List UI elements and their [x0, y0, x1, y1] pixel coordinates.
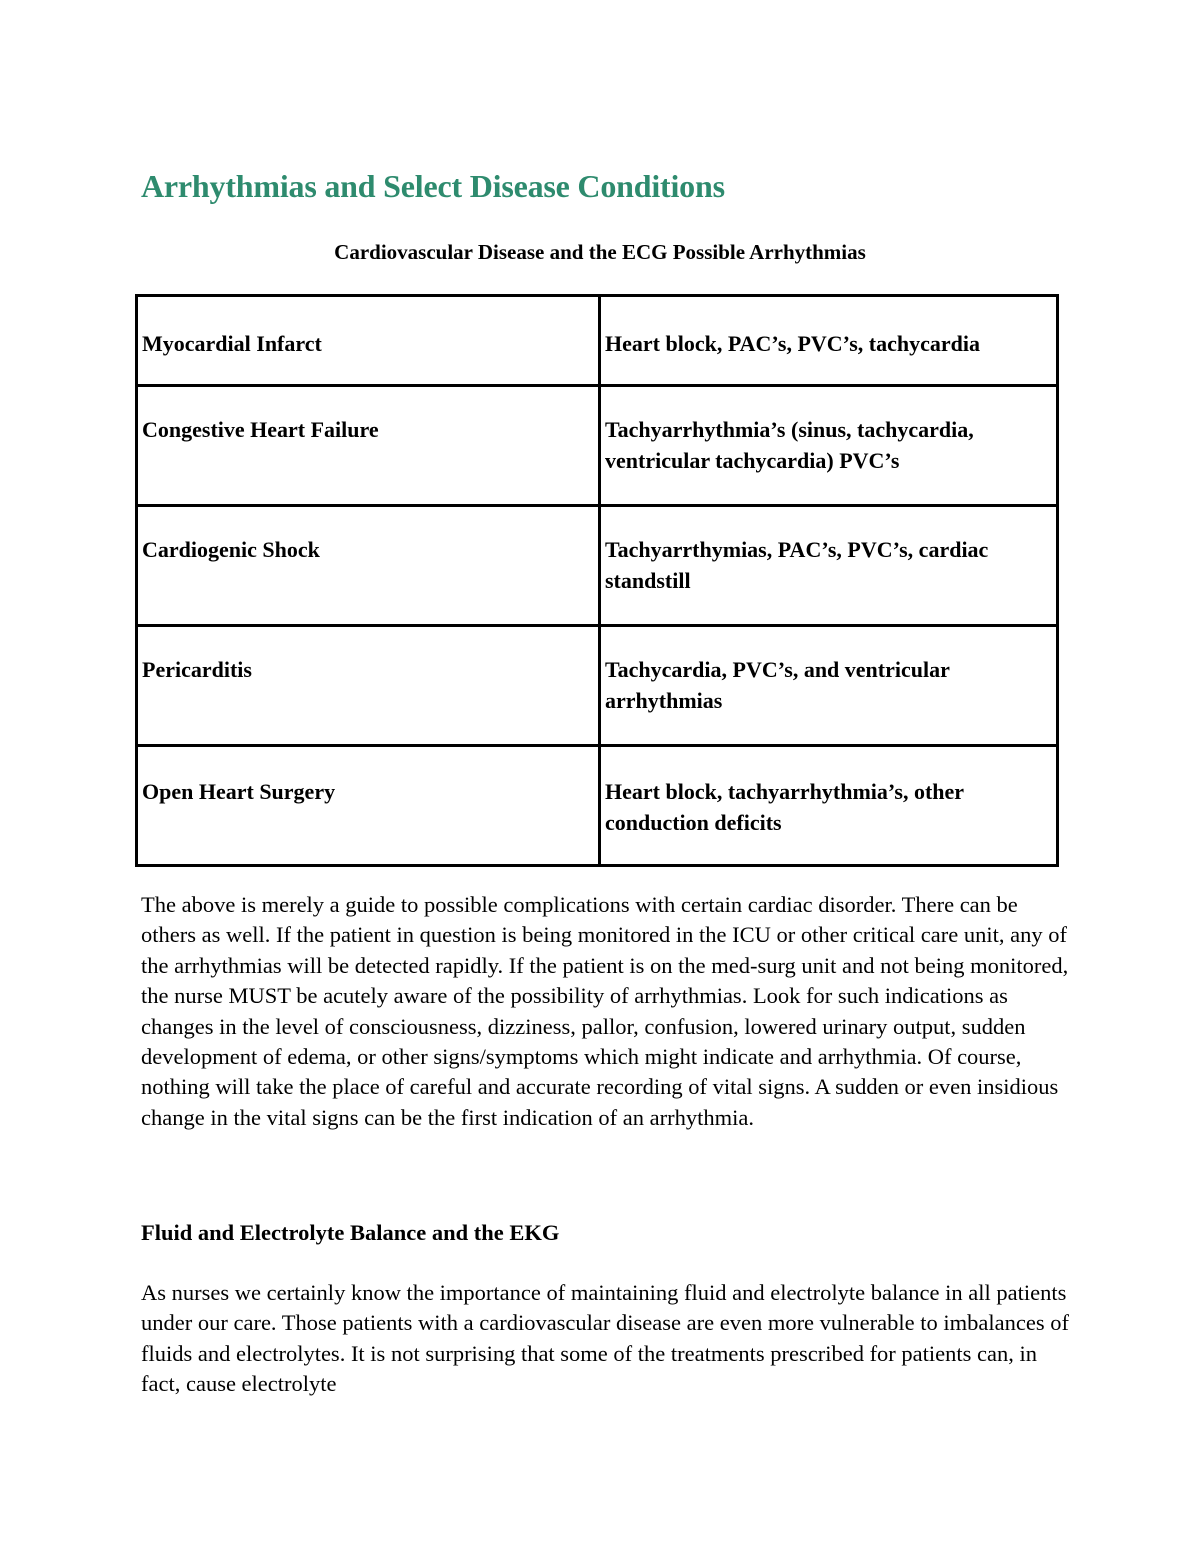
arrhythmias-cell [600, 626, 1058, 746]
condition-cell [137, 296, 600, 386]
arrhythmias-cell [600, 386, 1058, 506]
table-caption: Cardiovascular Disease and the ECG Possible Arrhythmias [334, 240, 866, 264]
body-paragraph: As nurses we certainly know the importance of maintaining fluid and electrolyte balance in all patients under our care. Those patients with a cardiovascular disease are even more vulnerable to imbalances of fluids and electrolytes. It is not surprising that some of the treatments prescribed for patients can, in fact, cause electrolyte [141, 1280, 1069, 1397]
table-row [137, 506, 1058, 626]
condition-label: Pericarditis [142, 657, 252, 682]
section-heading: Fluid and Electrolyte Balance and the EKG [141, 1220, 560, 1245]
conditions-table-container [135, 294, 1059, 867]
table-row [137, 746, 1058, 866]
arrhythmias-label: Heart block, tachyarrhythmia’s, other conduction deficits [605, 779, 964, 835]
arrhythmias-cell [600, 296, 1058, 386]
condition-label: Congestive Heart Failure [142, 417, 379, 442]
table-row [137, 626, 1058, 746]
arrhythmias-label: Heart block, PAC’s, PVC’s, tachycardia [605, 331, 980, 356]
arrhythmias-cell [600, 746, 1058, 866]
condition-label: Cardiogenic Shock [142, 537, 320, 562]
condition-label: Myocardial Infarct [142, 331, 322, 356]
conditions-table [135, 294, 1059, 867]
condition-cell [137, 746, 600, 866]
body-paragraph: The above is merely a guide to possible complications with certain cardiac disorder. There can be others as well. If the patient in question is being monitored in the ICU or other critical care unit, any of the arrhythmias will be detected rapidly. If the patient is on the med-surg unit and not being monitored, the nurse MUST be acutely aware of the possibility of arrhythmias. Look for such indications as changes in the level of consciousness, dizziness, pallor, confusion, lowered urinary output, sudden development of edema, or other signs/symptoms which might indicate and arrhythmia. Of course, nothing will take the place of careful and accurate recording of vital signs. A sudden or even insidious change in the vital signs can be the first indication of an arrhythmia. [141, 892, 1069, 1130]
condition-label: Open Heart Surgery [142, 779, 336, 804]
arrhythmias-label: Tachyarrthymias, PAC’s, PVC’s, cardiac standstill [605, 537, 989, 593]
arrhythmias-label: Tachycardia, PVC’s, and ventricular arrhythmias [605, 657, 950, 713]
table-row [137, 386, 1058, 506]
condition-cell [137, 506, 600, 626]
table-row [137, 296, 1058, 386]
arrhythmias-label: Tachyarrhythmia’s (sinus, tachycardia, ventricular tachycardia) PVC’s [605, 417, 974, 473]
arrhythmias-cell [600, 506, 1058, 626]
page-title: Arrhythmias and Select Disease Conditions [141, 168, 725, 204]
condition-cell [137, 386, 600, 506]
condition-cell [137, 626, 600, 746]
